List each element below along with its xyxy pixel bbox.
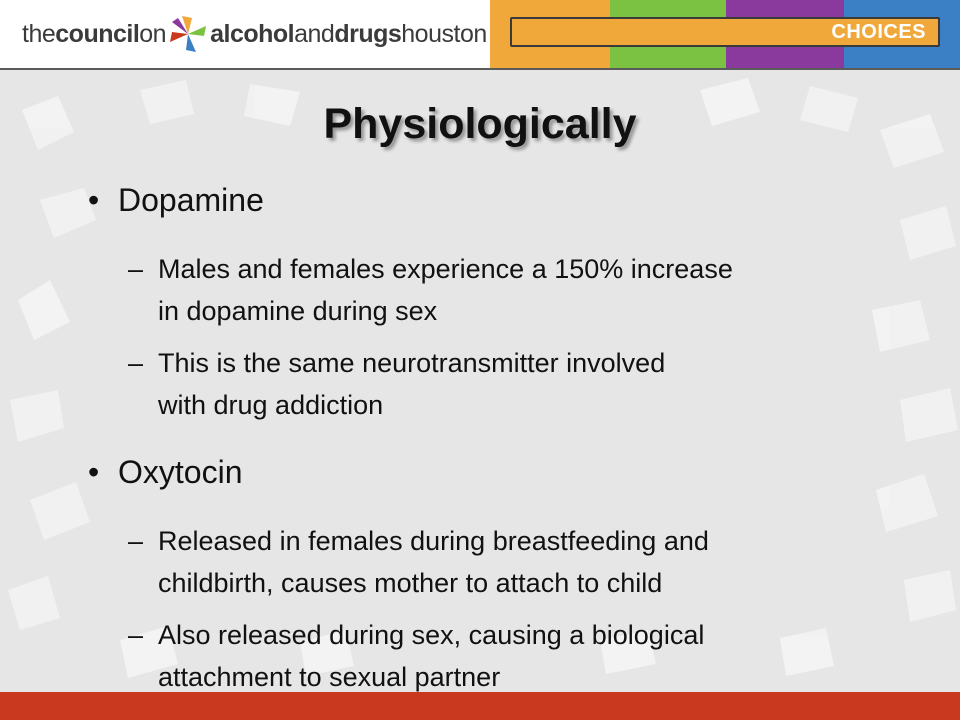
- sub-bullet-line: attachment to sexual partner: [158, 662, 501, 692]
- dash-marker: –: [128, 526, 144, 556]
- choices-banner: [510, 17, 940, 47]
- sub-bullet: [88, 520, 878, 604]
- bullet-dopamine: [88, 176, 888, 224]
- sub-bullet: [88, 342, 878, 426]
- sub-bullet-line: This is the same neurotransmitter involved: [158, 348, 666, 378]
- logo-text-and: and: [294, 19, 335, 48]
- sub-bullet-line: Released in females during breastfeeding and: [158, 526, 709, 556]
- sub-bullet-line: with drug addiction: [158, 390, 384, 420]
- dash-marker: –: [128, 254, 144, 284]
- logo-text-the: the: [22, 19, 56, 48]
- council-logo: [22, 16, 502, 52]
- bullet-label: Oxytocin: [118, 454, 243, 490]
- sub-bullet: [88, 614, 878, 698]
- dash-marker: –: [128, 620, 144, 650]
- logo-text-drugs: drugs: [334, 19, 402, 48]
- logo-text-houston: houston: [401, 19, 487, 48]
- sub-bullet-line: Males and females experience a 150% increase: [158, 254, 733, 284]
- sub-bullet-line: childbirth, causes mother to attach to child: [158, 568, 663, 598]
- slide-title: Physiologically: [323, 100, 637, 148]
- pinwheel-logo-icon: [168, 14, 208, 54]
- header-bar: [0, 0, 960, 70]
- sub-bullet: [88, 248, 878, 332]
- bottom-accent-bar: [0, 692, 960, 720]
- logo-text-alcohol: alcohol: [210, 19, 295, 48]
- sub-bullet-line: Also released during sex, causing a biological: [158, 620, 705, 650]
- choices-label: CHOICES: [831, 21, 926, 43]
- bullet-label: Dopamine: [118, 182, 264, 218]
- logo-text-council: council: [55, 19, 140, 48]
- dash-marker: –: [128, 348, 144, 378]
- sub-bullet-line: in dopamine during sex: [158, 296, 438, 326]
- slide-content: [88, 176, 888, 708]
- bullet-oxytocin: [88, 448, 888, 496]
- logo-text-on: on: [139, 19, 167, 48]
